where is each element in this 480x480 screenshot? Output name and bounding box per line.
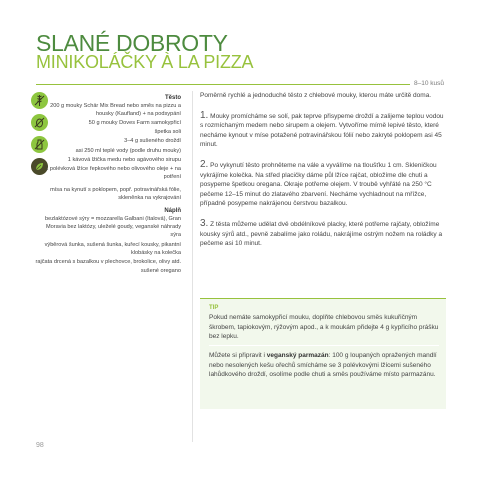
method-step <box>200 160 446 209</box>
tip-heading: TIP <box>209 305 219 311</box>
ingredient-item: 1 polévková lžíce řepkového nebo olivového oleje + na potření <box>45 165 181 180</box>
method-step <box>200 219 446 249</box>
page-number: 98 <box>36 442 44 449</box>
ingredient-item: 200 g mouky Schär Mix Bread nebo směs na pizzu a housky (Kaufland) + na podsypání <box>50 103 181 118</box>
tip-text: Pokud nemáte samokypřicí mouku, doplňte chlebovou směs kukuřičným škrobem, tapiokovým, rýžovým apod., a k moukám přidejte 4 g kypřicího prášku bez lepku. <box>209 314 439 341</box>
section-title: SLANÉ DOBROTY <box>36 30 228 56</box>
method-step <box>200 111 446 150</box>
tip-box <box>200 298 446 409</box>
ingredient-item: špetka soli <box>154 129 181 136</box>
ingredient-item: mísa na kynutí s poklopem, popř. potravinářská fólie, skleněnka na vykrajování <box>50 186 181 202</box>
step-text: Mouky promícháme se solí, pak teprve přisypeme droždí a zalijeme teplou vodou s rozmíchaným medem nebo sirupem a olejem. Vytvoříme mírně lepivé těsto, které necháme kynout v míse potažené potravinářskou fólií nebo zakryté poklopem asi 45 minut. <box>200 112 444 149</box>
ingredient-item: 50 g mouky Doves Farm samokypřicí <box>88 120 181 127</box>
step-number: 2. <box>200 158 209 170</box>
ingredient-item: asi 250 ml teplé vody (podle druhu mouky) <box>75 147 181 154</box>
dough-heading: Těsto <box>164 95 181 101</box>
method-column <box>200 91 446 259</box>
tip-text-part: Můžete si připravit i <box>209 352 267 359</box>
yield-label: 8–10 kusů <box>410 80 444 87</box>
ingredients-list <box>34 94 181 276</box>
ingredient-item: bezlaktózové sýry = mozzarella Galbani (Italová), Gran Moravia bez laktózy, uleželé goudy, veganské náhrady sýra <box>44 216 181 239</box>
ingredient-item: rajčata drcená s bazalkou v plechovce, brokolice, olivy atd. <box>35 258 181 265</box>
filling-heading: Náplň <box>164 208 181 215</box>
step-number: 1. <box>200 109 209 121</box>
ingredient-item: 1 kávová lžička medu nebo agávového sirupu <box>67 156 181 163</box>
column-divider <box>192 91 193 442</box>
tip-divider <box>209 345 439 346</box>
tip-text-vegan-parmesan <box>209 351 439 380</box>
recipe-title: MINIKOLÁČKY À LA PIZZA <box>36 52 254 72</box>
step-number: 3. <box>200 217 209 229</box>
step-text: Po vykynutí těsto prohněteme na vále a vyválíme na tloušťku 1 cm. Skleničkou vykrájíme kolečka. Na střed placičky dáme půl lžíce rajčat, obložíme dle chuti a posypeme špetkou oregana. Okraje potřeme olejem. V troubě vyhřáté na 250 °C pečeme 12–15 minut do zlatavého zbarvení. Necháme vychladnout na mřížce, případně posypeme nakrájenou čerstvou bazalkou. <box>200 161 437 208</box>
method-intro: Poměrně rychlé a jednoduché těsto z chlebové mouky, kterou máte určitě doma. <box>200 92 432 99</box>
ingredient-item: sušené oregano <box>140 267 181 274</box>
tip-text-bold: veganský parmazán <box>266 352 329 359</box>
tip-text-part: : 100 g loupaných opražených mandlí nebo nesolených kešu ořechů smícháme se 3 polévkovými lžícemi sušeného lahůdkového droždí, osolíme podle chuti a směs používáme místo parmazánu. <box>209 352 437 379</box>
ingredient-item: výběrová šunka, sušená šunka, kuřecí kousky, pikantní klobásky na kolečka <box>44 241 181 256</box>
ingredient-item: 3–4 g sušeného droždí <box>124 138 181 145</box>
step-text: Z těsta můžeme udělat dvě obdélníkové placky, které potřeme rajčaty, obložíme kousky sýrů atd., pevně zabalíme jako roládu, nakrájíme ostrým nožem na roládky a pečeme asi 10 minut. <box>200 220 443 248</box>
title-divider <box>36 84 444 85</box>
